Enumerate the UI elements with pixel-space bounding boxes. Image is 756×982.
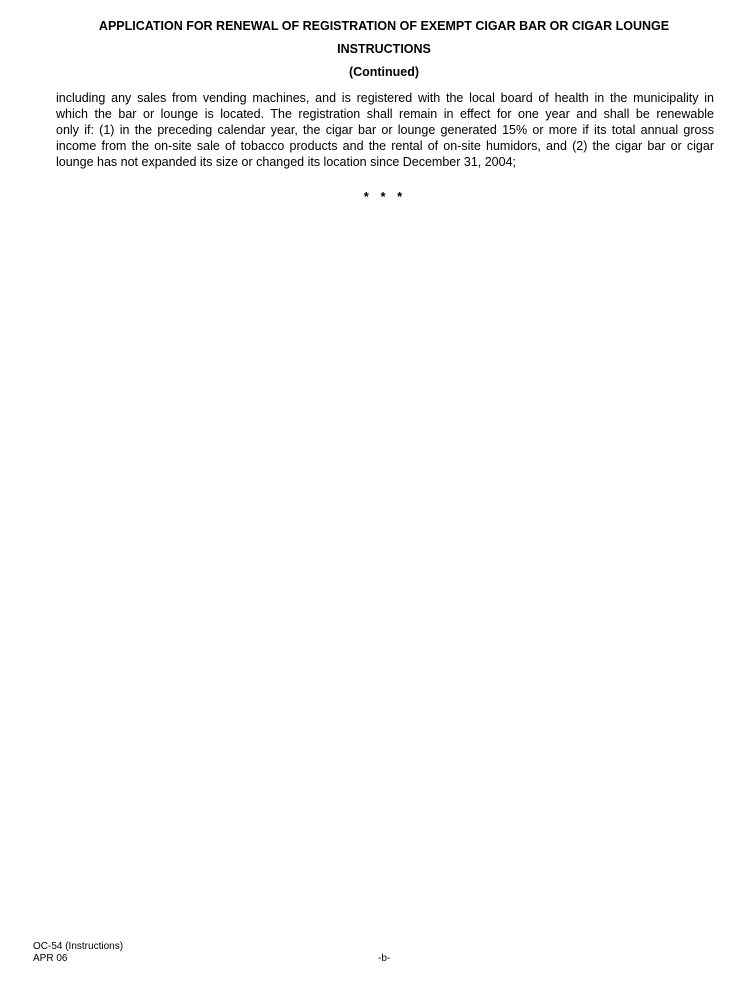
body-line: only if: (1) in the preceding calendar year, the cigar bar or lounge generated 15% or more if its total annual gross: [56, 123, 714, 137]
body-paragraph: [56, 90, 714, 170]
section-separator: * * *: [363, 189, 407, 204]
continued-label: (Continued): [348, 65, 420, 79]
body-line: including any sales from vending machines, and is registered with the local board of health in the municipality in: [56, 91, 714, 105]
document-subtitle: INSTRUCTIONS: [337, 42, 431, 56]
body-line: which the bar or lounge is located. The registration shall remain in effect for one year and shall be renewable: [56, 107, 714, 121]
body-line: lounge has not expanded its size or changed its location since December 31, 2004;: [56, 155, 517, 169]
form-code: OC-54 (Instructions): [33, 941, 124, 952]
document-title: APPLICATION FOR RENEWAL OF REGISTRATION OF EXEMPT CIGAR BAR OR CIGAR LOUNGE: [98, 19, 670, 33]
form-date: APR 06: [33, 953, 68, 964]
page-number: -b-: [378, 953, 391, 964]
body-line: income from the on-site sale of tobacco products and the rental of on-site humidors, and (2) the cigar bar or cigar: [56, 139, 714, 153]
